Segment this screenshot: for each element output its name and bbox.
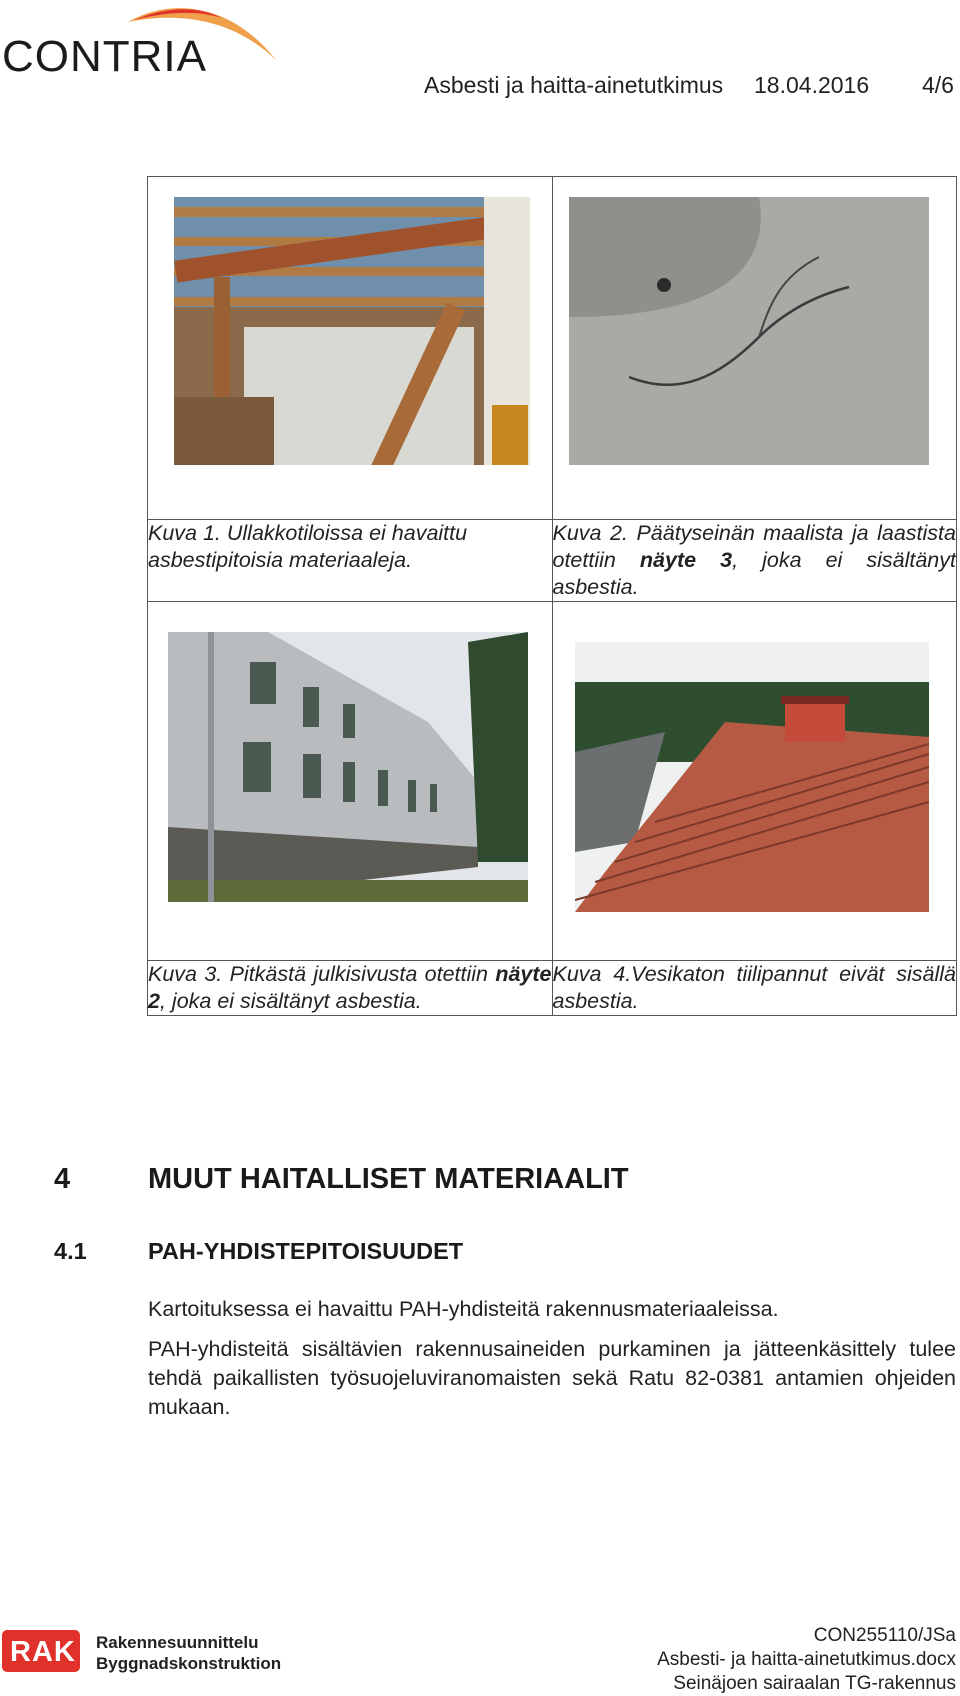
section-heading <box>54 1163 629 1196</box>
contria-wordmark: CONTRIA <box>2 32 207 81</box>
rak-logo <box>2 1630 80 1672</box>
photo-gable-wall <box>569 197 929 465</box>
section-number: 4 <box>54 1163 71 1195</box>
caption-cell-4 <box>552 961 957 1016</box>
photo-cell-1 <box>148 177 553 520</box>
photo-cell-4 <box>552 602 957 961</box>
paragraph-2: PAH-yhdisteitä sisältävien rakennusaineiden purkaminen ja jätteenkäsittely tulee tehdä paikallisten työsuojeluviranomaisten sekä Ratu 82-0381 antamien ohjeiden mukaan. <box>148 1337 956 1419</box>
photo-cell-3 <box>148 602 553 961</box>
photo-facade <box>168 632 528 902</box>
file-name: Asbesti- ja haitta-ainetutkimus.docx <box>657 1649 956 1670</box>
document-date: 18.04.2016 <box>754 72 870 98</box>
caption-3-text: Kuva 3. Pitkästä julkisivusta otettiin <box>148 962 496 986</box>
caption-3-sample: näyte 2 <box>148 962 552 1013</box>
section-title: MUUT HAITALLISET MATERIAALIT <box>148 1163 629 1195</box>
company-line-1: Rakennesuunnittelu <box>96 1633 259 1652</box>
rak-company-name <box>96 1632 281 1674</box>
photo-cell-2 <box>552 177 957 520</box>
photo-roof-tiles <box>575 642 929 912</box>
company-line-2: Byggnadskonstruktion <box>96 1654 282 1673</box>
photo-attic <box>174 197 530 465</box>
caption-2-text: Kuva 2. Päätyseinän maalista ja laastista otettiin <box>552 521 956 572</box>
contria-logo <box>0 0 290 80</box>
document-title: Asbesti ja haitta-ainetutkimus <box>424 72 724 98</box>
site-name: Seinäjoen sairaalan TG-rakennus <box>673 1673 956 1694</box>
subsection-number: 4.1 <box>54 1238 87 1264</box>
caption-cell-1 <box>148 520 553 602</box>
photo-table <box>147 176 957 1016</box>
paragraph-1: Kartoituksessa ei havaittu PAH-yhdisteitä rakennusmateriaaleissa. <box>148 1297 779 1321</box>
caption-2-rest: , joka ei sisältänyt asbestia. <box>552 548 956 599</box>
doc-code: CON255110/JSa <box>813 1625 956 1646</box>
caption-cell-3 <box>148 961 553 1016</box>
subsection-title: PAH-YHDISTEPITOISUUDET <box>148 1238 464 1264</box>
rak-logo-text: RAK <box>10 1636 76 1668</box>
page-header <box>424 72 954 99</box>
caption-cell-2 <box>552 520 957 602</box>
caption-1: Kuva 1. Ullakkotiloissa ei havaittu asbestipitoisia materiaaleja. <box>148 521 468 572</box>
caption-2-sample: näyte 3 <box>639 548 733 572</box>
page-number: 4/6 <box>922 72 954 98</box>
subsection-heading <box>54 1238 463 1265</box>
caption-4: Kuva 4.Vesikaton tiilipannut eivät sisällä asbestia. <box>552 962 956 1013</box>
footer-info <box>657 1624 956 1696</box>
caption-3-rest: , joka ei sisältänyt asbestia. <box>159 989 422 1013</box>
